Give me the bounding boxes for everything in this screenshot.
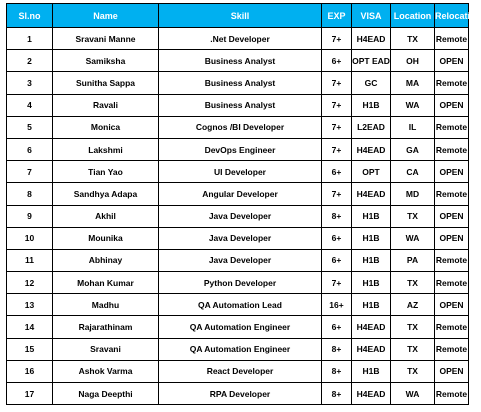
cell-relocation: Remote xyxy=(435,138,469,160)
cell-skill: Business Analyst xyxy=(159,50,322,72)
cell-skill: Java Developer xyxy=(159,249,322,271)
cell-exp: 6+ xyxy=(322,161,352,183)
table-row xyxy=(7,383,469,405)
cell-visa: H1B xyxy=(352,294,391,316)
table-row xyxy=(7,227,469,249)
cell-slno: 12 xyxy=(7,272,53,294)
cell-visa: H4EAD xyxy=(352,183,391,205)
cell-name: Sravani xyxy=(53,338,159,360)
cell-slno: 7 xyxy=(7,161,53,183)
cell-visa: GC xyxy=(352,72,391,94)
cell-exp: 7+ xyxy=(322,28,352,50)
cell-name: Sandhya Adapa xyxy=(53,183,159,205)
cell-slno: 16 xyxy=(7,360,53,382)
cell-skill: Java Developer xyxy=(159,205,322,227)
cell-location: TX xyxy=(391,272,435,294)
table-row xyxy=(7,272,469,294)
cell-slno: 17 xyxy=(7,383,53,405)
cell-slno: 8 xyxy=(7,183,53,205)
table-row xyxy=(7,50,469,72)
cell-slno: 5 xyxy=(7,116,53,138)
cell-name: Ashok Varma xyxy=(53,360,159,382)
table-row xyxy=(7,183,469,205)
cell-slno: 1 xyxy=(7,28,53,50)
cell-visa: H4EAD xyxy=(352,338,391,360)
cell-visa: H1B xyxy=(352,227,391,249)
cell-exp: 6+ xyxy=(322,227,352,249)
cell-relocation: Remote xyxy=(435,183,469,205)
cell-name: Lakshmi xyxy=(53,138,159,160)
cell-relocation: Remote xyxy=(435,316,469,338)
cell-relocation: OPEN xyxy=(435,360,469,382)
cell-name: Akhil xyxy=(53,205,159,227)
cell-visa: OPT EAD xyxy=(352,50,391,72)
cell-exp: 8+ xyxy=(322,205,352,227)
cell-skill: RPA Developer xyxy=(159,383,322,405)
cell-location: TX xyxy=(391,338,435,360)
table-row xyxy=(7,72,469,94)
table-row xyxy=(7,294,469,316)
cell-relocation: Remote xyxy=(435,249,469,271)
cell-slno: 9 xyxy=(7,205,53,227)
cell-exp: 8+ xyxy=(322,383,352,405)
cell-location: MA xyxy=(391,72,435,94)
cell-location: TX xyxy=(391,316,435,338)
table-row xyxy=(7,28,469,50)
cell-name: Naga Deepthi xyxy=(53,383,159,405)
cell-skill: Business Analyst xyxy=(159,72,322,94)
cell-visa: H1B xyxy=(352,249,391,271)
cell-relocation: Remote xyxy=(435,72,469,94)
cell-slno: 3 xyxy=(7,72,53,94)
cell-visa: H1B xyxy=(352,94,391,116)
cell-skill: QA Automation Lead xyxy=(159,294,322,316)
cell-location: GA xyxy=(391,138,435,160)
cell-skill: Python Developer xyxy=(159,272,322,294)
table-row xyxy=(7,94,469,116)
cell-skill: DevOps Engineer xyxy=(159,138,322,160)
cell-skill: Business Analyst xyxy=(159,94,322,116)
cell-location: TX xyxy=(391,360,435,382)
cell-exp: 8+ xyxy=(322,360,352,382)
table-body xyxy=(7,28,469,405)
table-row xyxy=(7,116,469,138)
table-row xyxy=(7,205,469,227)
cell-relocation: Remote xyxy=(435,28,469,50)
cell-relocation: Remote xyxy=(435,116,469,138)
cell-exp: 16+ xyxy=(322,294,352,316)
cell-skill: Cognos /BI Developer xyxy=(159,116,322,138)
cell-exp: 8+ xyxy=(322,338,352,360)
cell-relocation: Remote xyxy=(435,383,469,405)
cell-location: IL xyxy=(391,116,435,138)
cell-exp: 6+ xyxy=(322,316,352,338)
cell-slno: 13 xyxy=(7,294,53,316)
cell-location: PA xyxy=(391,249,435,271)
header-relocation: Relocation xyxy=(435,4,469,28)
cell-slno: 2 xyxy=(7,50,53,72)
cell-slno: 11 xyxy=(7,249,53,271)
cell-name: Sravani Manne xyxy=(53,28,159,50)
cell-exp: 7+ xyxy=(322,116,352,138)
cell-exp: 7+ xyxy=(322,138,352,160)
cell-skill: UI Developer xyxy=(159,161,322,183)
cell-visa: H1B xyxy=(352,360,391,382)
cell-visa: H4EAD xyxy=(352,316,391,338)
cell-name: Tian Yao xyxy=(53,161,159,183)
table-row xyxy=(7,138,469,160)
cell-exp: 7+ xyxy=(322,94,352,116)
cell-location: OH xyxy=(391,50,435,72)
cell-relocation: OPEN xyxy=(435,161,469,183)
cell-location: TX xyxy=(391,28,435,50)
cell-skill: Angular Developer xyxy=(159,183,322,205)
cell-exp: 7+ xyxy=(322,272,352,294)
header-skill: Skill xyxy=(159,4,322,28)
cell-visa: H1B xyxy=(352,272,391,294)
cell-name: Mounika xyxy=(53,227,159,249)
cell-slno: 14 xyxy=(7,316,53,338)
cell-visa: H4EAD xyxy=(352,28,391,50)
cell-visa: L2EAD xyxy=(352,116,391,138)
cell-location: TX xyxy=(391,205,435,227)
cell-relocation: OPEN xyxy=(435,50,469,72)
cell-relocation: OPEN xyxy=(435,227,469,249)
cell-name: Mohan Kumar xyxy=(53,272,159,294)
cell-location: AZ xyxy=(391,294,435,316)
cell-slno: 6 xyxy=(7,138,53,160)
cell-relocation: Remote xyxy=(435,338,469,360)
cell-exp: 7+ xyxy=(322,72,352,94)
cell-name: Monica xyxy=(53,116,159,138)
cell-visa: OPT xyxy=(352,161,391,183)
table-row xyxy=(7,338,469,360)
cell-location: WA xyxy=(391,383,435,405)
cell-name: Rajarathinam xyxy=(53,316,159,338)
header-slno: Sl.no xyxy=(7,4,53,28)
cell-skill: React Developer xyxy=(159,360,322,382)
cell-skill: QA Automation Engineer xyxy=(159,316,322,338)
table-row xyxy=(7,316,469,338)
table-row xyxy=(7,360,469,382)
cell-visa: H4EAD xyxy=(352,138,391,160)
cell-relocation: Remote xyxy=(435,272,469,294)
cell-name: Madhu xyxy=(53,294,159,316)
candidate-table xyxy=(6,3,481,405)
cell-location: MD xyxy=(391,183,435,205)
cell-slno: 4 xyxy=(7,94,53,116)
cell-exp: 7+ xyxy=(322,183,352,205)
table-header xyxy=(7,4,481,28)
header-visa: VISA xyxy=(352,4,391,28)
cell-skill: QA Automation Engineer xyxy=(159,338,322,360)
cell-exp: 6+ xyxy=(322,249,352,271)
cell-location: CA xyxy=(391,161,435,183)
cell-name: Abhinay xyxy=(53,249,159,271)
header-row xyxy=(7,4,469,28)
cell-name: Sunitha Sappa xyxy=(53,72,159,94)
cell-visa: H1B xyxy=(352,205,391,227)
cell-location: WA xyxy=(391,227,435,249)
cell-location: WA xyxy=(391,94,435,116)
cell-exp: 6+ xyxy=(322,50,352,72)
cell-relocation: OPEN xyxy=(435,94,469,116)
cell-slno: 10 xyxy=(7,227,53,249)
cell-skill: .Net Developer xyxy=(159,28,322,50)
header-exp: EXP xyxy=(322,4,352,28)
cell-slno: 15 xyxy=(7,338,53,360)
cell-skill: Java Developer xyxy=(159,227,322,249)
cell-visa: H4EAD xyxy=(352,383,391,405)
cell-relocation: OPEN xyxy=(435,294,469,316)
table-row xyxy=(7,161,469,183)
candidate-table-container xyxy=(6,3,481,405)
cell-relocation: OPEN xyxy=(435,205,469,227)
header-location: Location xyxy=(391,4,435,28)
cell-name: Ravali xyxy=(53,94,159,116)
cell-name: Samiksha xyxy=(53,50,159,72)
table-row xyxy=(7,249,469,271)
header-name: Name xyxy=(53,4,159,28)
